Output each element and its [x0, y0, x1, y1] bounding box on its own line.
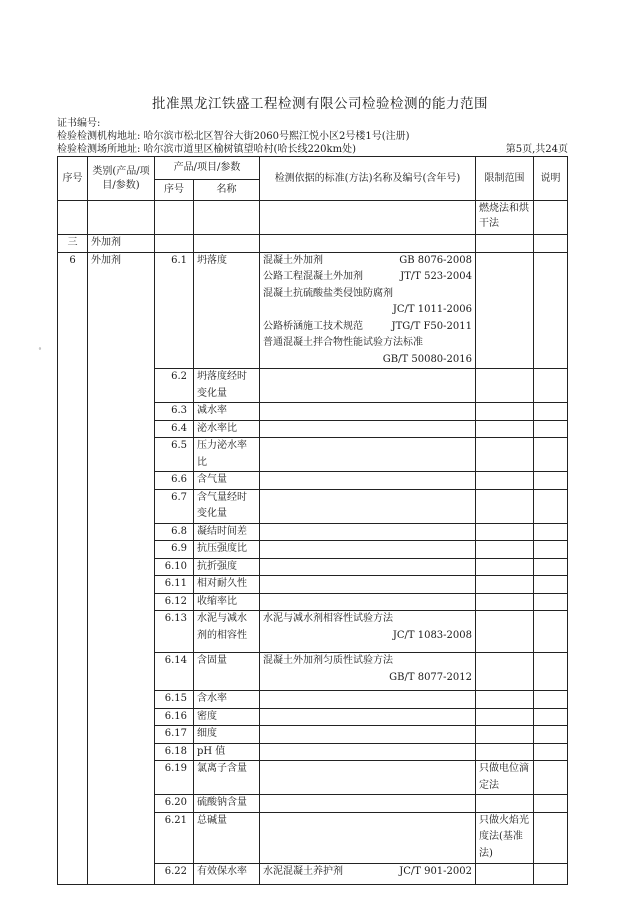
item-note — [534, 403, 568, 421]
item-standards — [260, 812, 476, 863]
standard-title: 水泥混凝土养护剂 — [263, 865, 343, 877]
item-standards — [260, 708, 476, 726]
item-number: 6.21 — [155, 812, 194, 863]
item-name: 密度 — [194, 708, 260, 726]
item-name: 氯离子含量 — [194, 761, 260, 795]
item-standards — [260, 863, 476, 884]
standard-line — [263, 653, 472, 670]
standard-line — [263, 352, 472, 369]
item-note — [534, 761, 568, 795]
standard-line — [263, 302, 472, 319]
item-name: 坍落度 — [194, 252, 260, 369]
item-number: 6.9 — [155, 541, 194, 559]
carry-over-limit: 燃烧法和烘干法 — [476, 201, 534, 235]
item-standards — [260, 576, 476, 594]
item-limit — [476, 726, 534, 744]
item-number: 6.15 — [155, 691, 194, 709]
header-category: 类别(产品/项目/参数) — [88, 157, 155, 201]
item-note — [534, 795, 568, 813]
header-sub-seq: 序号 — [155, 180, 194, 201]
item-standards — [260, 611, 476, 653]
item-standards — [260, 489, 476, 523]
standard-line — [263, 670, 472, 687]
standard-line — [263, 335, 472, 352]
item-number: 6.18 — [155, 743, 194, 761]
standard-title: 混凝土外加剂 — [263, 254, 323, 266]
item-number: 6.4 — [155, 420, 194, 438]
item-standards — [260, 593, 476, 611]
item-note — [534, 726, 568, 744]
item-name: pH 值 — [194, 743, 260, 761]
item-limit — [476, 653, 534, 691]
standard-title: 水泥与减水剂相容性试验方法 — [263, 613, 393, 624]
item-number: 6.22 — [155, 863, 194, 884]
item-note — [534, 420, 568, 438]
page-title: 批准黑龙江铁盛工程检测有限公司检验检测的能力范围 — [152, 96, 488, 112]
section-name: 外加剂 — [88, 235, 155, 253]
item-note — [534, 541, 568, 559]
item-note — [534, 691, 568, 709]
item-limit — [476, 593, 534, 611]
carry-over-row — [58, 201, 568, 235]
standard-line — [263, 253, 472, 270]
item-number: 6.16 — [155, 708, 194, 726]
item-standards — [260, 252, 476, 369]
item-note — [534, 472, 568, 490]
item-limit — [476, 708, 534, 726]
header-name: 名称 — [194, 180, 260, 201]
standard-title: 公路工程混凝土外加剂 — [263, 271, 363, 282]
header-note: 说明 — [534, 157, 568, 201]
standard-line — [263, 611, 472, 628]
item-note — [534, 812, 568, 863]
header-limit: 限制范围 — [476, 157, 534, 201]
item-standards — [260, 369, 476, 403]
group-seq: 6 — [58, 252, 88, 884]
section-row — [58, 235, 568, 253]
item-number: 6.13 — [155, 611, 194, 653]
standard-line — [263, 286, 472, 303]
item-number: 6.8 — [155, 523, 194, 541]
standard-line — [263, 319, 472, 336]
item-note — [534, 369, 568, 403]
item-number: 6.1 — [155, 252, 194, 369]
item-limit — [476, 472, 534, 490]
item-name: 含气量 — [194, 472, 260, 490]
group-category: 外加剂 — [88, 252, 155, 884]
item-number: 6.14 — [155, 653, 194, 691]
standard-code: JC/T 1083-2008 — [392, 629, 472, 641]
item-note — [534, 863, 568, 884]
standard-code: JT/T 523-2004 — [400, 271, 472, 282]
item-standards — [260, 420, 476, 438]
item-note — [534, 611, 568, 653]
item-name: 含水率 — [194, 691, 260, 709]
item-name: 总碱量 — [194, 812, 260, 863]
standard-code: GB/T 50080-2016 — [382, 353, 472, 365]
item-number: 6.17 — [155, 726, 194, 744]
item-limit — [476, 420, 534, 438]
item-limit — [476, 795, 534, 813]
item-limit: 只做火焰光度法(基准法) — [476, 812, 534, 863]
item-standards — [260, 726, 476, 744]
item-standards — [260, 743, 476, 761]
header-standard: 检测依据的标准(方法)名称及编号(含年号) — [260, 157, 476, 201]
item-standards — [260, 691, 476, 709]
item-number: 6.5 — [155, 438, 194, 472]
standard-code: JC/T 1011-2006 — [392, 304, 472, 315]
certificate-number-label: 证书编号: — [57, 118, 101, 129]
item-note — [534, 743, 568, 761]
item-limit — [476, 691, 534, 709]
item-name: 含气量经时变化量 — [194, 489, 260, 523]
test-site-address: 检验检测场所地址: 哈尔滨市道里区榆树镇望哈村(哈长线220km处) — [57, 144, 356, 155]
item-limit — [476, 489, 534, 523]
standard-title: 混凝土外加剂匀质性试验方法 — [263, 655, 393, 666]
item-limit — [476, 863, 534, 884]
standard-code: GB/T 8077-2012 — [389, 671, 472, 683]
item-standards — [260, 653, 476, 691]
item-limit — [476, 541, 534, 559]
item-limit — [476, 576, 534, 594]
item-number: 6.6 — [155, 472, 194, 490]
standard-code: JC/T 901-2002 — [399, 865, 472, 877]
item-limit: 只做电位滴定法 — [476, 761, 534, 795]
item-standards — [260, 523, 476, 541]
item-number: 6.12 — [155, 593, 194, 611]
table-row — [58, 252, 568, 369]
item-name: 细度 — [194, 726, 260, 744]
organization-address: 检验检测机构地址: 哈尔滨市松北区智谷大街2060号熙江悦小区2号楼1号(注册) — [57, 131, 410, 142]
item-note — [534, 252, 568, 369]
item-name: 硫酸钠含量 — [194, 795, 260, 813]
item-name: 水泥与减水剂的相容性 — [194, 611, 260, 653]
item-note — [534, 593, 568, 611]
item-limit — [476, 369, 534, 403]
item-name: 抗压强度比 — [194, 541, 260, 559]
item-name: 相对耐久性 — [194, 576, 260, 594]
item-number: 6.19 — [155, 761, 194, 795]
header-product-param: 产品/项目/参数 — [155, 157, 260, 180]
standard-title: 公路桥涵施工技术规范 — [263, 320, 363, 332]
item-note — [534, 489, 568, 523]
item-standards — [260, 472, 476, 490]
item-note — [534, 653, 568, 691]
standard-title: 普通混凝土拌合物性能试验方法标准 — [263, 337, 423, 348]
standard-code: GB 8076-2008 — [399, 254, 472, 266]
item-name: 含固量 — [194, 653, 260, 691]
item-note — [534, 523, 568, 541]
item-limit — [476, 403, 534, 421]
standard-line — [263, 628, 472, 645]
item-standards — [260, 761, 476, 795]
item-limit — [476, 611, 534, 653]
item-number: 6.3 — [155, 403, 194, 421]
item-number: 6.20 — [155, 795, 194, 813]
item-name: 凝结时间差 — [194, 523, 260, 541]
standard-line — [263, 864, 472, 881]
item-name: 抗折强度 — [194, 558, 260, 576]
page-number: 第5页,共24页 — [505, 144, 568, 155]
item-note — [534, 558, 568, 576]
item-name: 坍落度经时变化量 — [194, 369, 260, 403]
item-standards — [260, 541, 476, 559]
item-standards — [260, 438, 476, 472]
item-name: 减水率 — [194, 403, 260, 421]
item-limit — [476, 743, 534, 761]
item-number: 6.10 — [155, 558, 194, 576]
scan-mark: ∘ — [38, 344, 42, 353]
item-name: 有效保水率 — [194, 863, 260, 884]
item-standards — [260, 558, 476, 576]
item-number: 6.2 — [155, 369, 194, 403]
capability-table — [57, 156, 568, 885]
header-seq: 序号 — [58, 157, 88, 201]
item-number: 6.7 — [155, 489, 194, 523]
standard-code: JTG/T F50-2011 — [391, 320, 472, 332]
item-limit — [476, 523, 534, 541]
item-number: 6.11 — [155, 576, 194, 594]
item-limit — [476, 438, 534, 472]
standard-line — [263, 269, 472, 286]
item-standards — [260, 795, 476, 813]
item-note — [534, 708, 568, 726]
item-name: 压力泌水率比 — [194, 438, 260, 472]
item-limit — [476, 558, 534, 576]
item-name: 收缩率比 — [194, 593, 260, 611]
item-name: 泌水率比 — [194, 420, 260, 438]
item-note — [534, 438, 568, 472]
standard-title: 混凝土抗硫酸盐类侵蚀防腐剂 — [263, 287, 393, 299]
item-standards — [260, 403, 476, 421]
item-limit — [476, 252, 534, 369]
item-note — [534, 576, 568, 594]
section-number: 三 — [58, 235, 88, 253]
